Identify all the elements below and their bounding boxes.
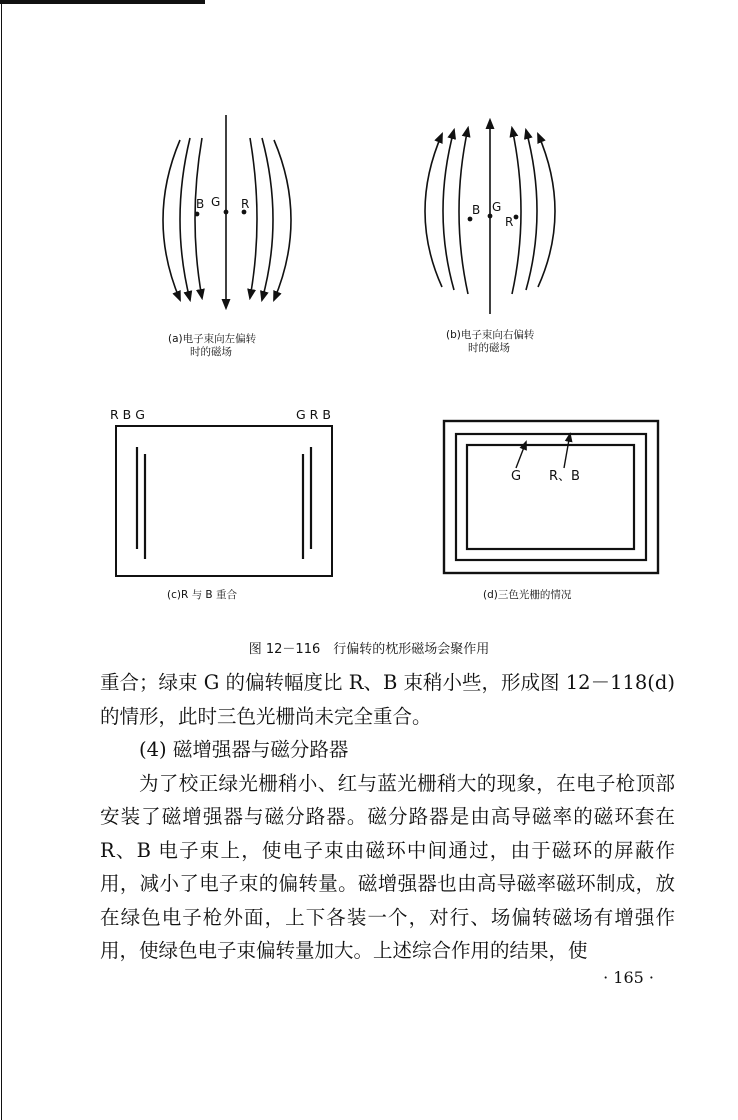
beam-label-r: R: [505, 215, 514, 229]
figure-b-diagram: [412, 112, 572, 322]
figure-a-diagram: [150, 110, 310, 315]
field-line-left-mid: [180, 138, 190, 300]
field-line-right-inner: [512, 128, 521, 294]
beam-label-b: B: [196, 197, 205, 211]
figure-d-label-rb: R、B: [549, 469, 580, 484]
figure-d-raster-outer: [456, 434, 646, 560]
figure-c-frame: [116, 426, 332, 576]
field-line-left-outer: [163, 140, 180, 300]
beam-label-g: G: [211, 195, 221, 209]
figure-b-caption-line2: 时的磁场: [468, 342, 510, 354]
field-line-left-inner: [459, 128, 468, 294]
field-line-left-outer: [425, 134, 442, 287]
beam-label-g: G: [492, 200, 502, 214]
figure-b-magnetic-field-right: [412, 112, 572, 322]
figure-b-caption: [446, 329, 534, 355]
beam-dot-g: [488, 214, 493, 219]
figure-a-caption: [168, 333, 256, 359]
field-line-left-inner: [195, 138, 205, 298]
beam-label-r: R: [241, 197, 250, 211]
field-line-right-mid: [526, 130, 537, 290]
figure-d-raster-inner: [467, 445, 634, 549]
field-line-right-outer: [538, 134, 555, 287]
scan-edge-left: [1, 0, 2, 1120]
beam-dot-b: [195, 212, 200, 217]
figure-d-three-color-raster: [440, 418, 662, 578]
figure-b-caption-line1: (b)电子束向右偏转: [446, 329, 535, 341]
beam-dot-b: [468, 217, 473, 222]
figure-d-caption: (d)三色光栅的情况: [483, 589, 572, 601]
scan-edge-top: [0, 0, 205, 4]
figure-a-caption-line2: 时的磁场: [190, 346, 232, 358]
figure-c-diagram: [108, 404, 340, 584]
beam-dot-g: [224, 210, 229, 215]
figure-d-diagram: [440, 418, 662, 578]
figure-caption: 图 12－116 行偏转的枕形磁场会聚作用: [248, 642, 490, 657]
figure-a-magnetic-field-left: [150, 110, 310, 315]
figure-c-label-left: R B G: [110, 407, 145, 422]
figure-a-caption-line1: (a)电子束向左偏转: [168, 333, 257, 345]
paragraph-continuation: 重合；绿束 G 的偏转幅度比 R、B 束稍小些，形成图 12－118(d)的情形，此时三色光栅尚未完全重合。: [100, 671, 675, 728]
field-line-right-mid: [262, 138, 273, 300]
beam-label-b: B: [472, 203, 481, 217]
figure-d-outer-frame: [444, 421, 658, 573]
field-line-right-inner: [250, 138, 257, 298]
figure-c-label-right: G R B: [296, 407, 331, 422]
section-heading: (4) 磁增强器与磁分路器: [139, 738, 349, 761]
arrow-to-rb: [564, 434, 570, 468]
page-number: · 165 ·: [603, 968, 654, 987]
paragraph-magnetic-enhancer: 为了校正绿光栅稍小、红与蓝光栅稍大的现象，在电子枪顶部安装了磁增强器与磁分路器。磁分路器是由高导磁率的磁环套在 R、B 电子束上，使电子束由磁环中间通过，由于磁环的屏蔽作用，减小了电子束的偏转量。磁增强器也由高导磁率磁环制成，放在绿色电子枪外面，上下各装一个，对行、场偏转磁场有增强作用，使绿色电子束偏转量加大。上述综合作用的结果，使: [100, 771, 675, 962]
beam-dot-r: [514, 215, 519, 220]
field-line-left-mid: [443, 130, 454, 290]
body-text: [100, 666, 675, 968]
field-line-right-outer: [274, 140, 291, 300]
figure-d-label-g: G: [511, 469, 522, 484]
figure-c-raster-rb-overlap: [108, 404, 340, 584]
figure-c-caption: (c)R 与 B 重合: [167, 589, 237, 601]
